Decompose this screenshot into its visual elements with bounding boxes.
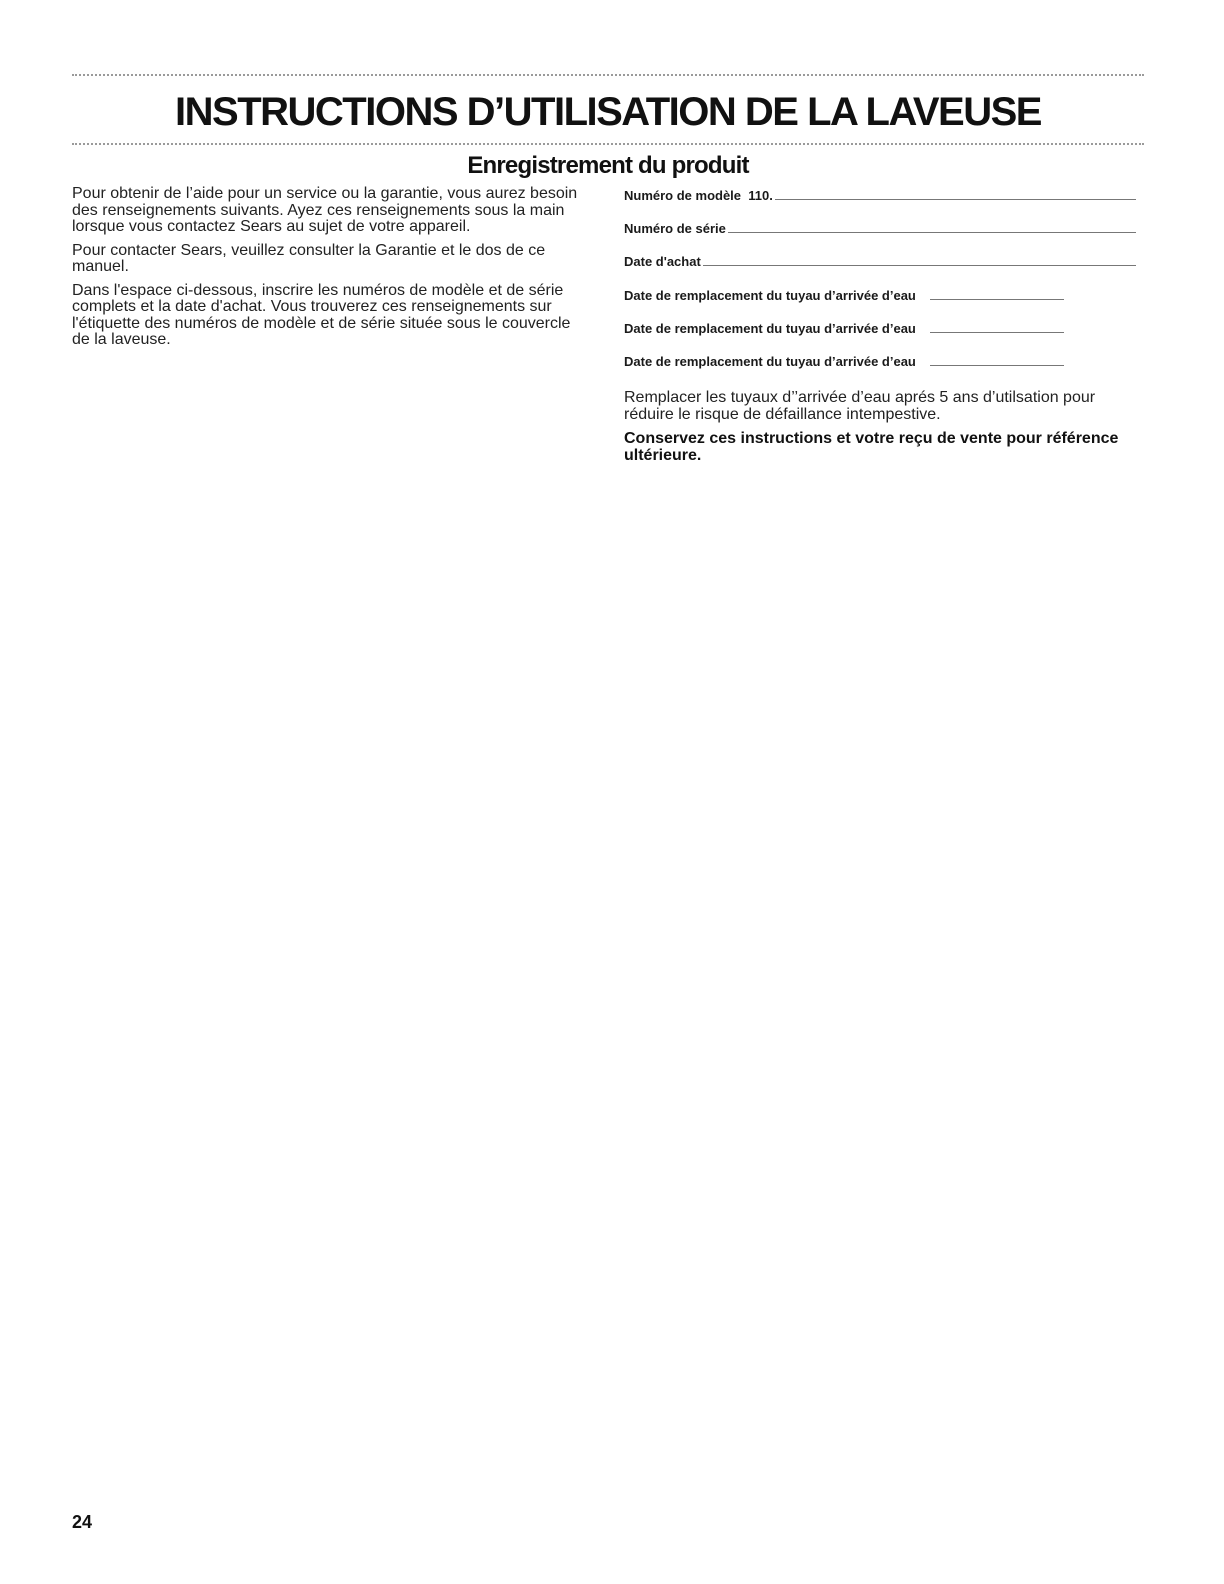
model-number-label: Numéro de modèle 110. (624, 188, 773, 203)
page-number: 24 (72, 1512, 93, 1532)
serial-number-blank[interactable] (728, 232, 1136, 233)
section-title: Enregistrement du produit (467, 152, 749, 179)
intro-paragraph: Pour obtenir de l’aide pour un service ou la garantie, vous aurez besoin des renseignements suivants. Ayez ces renseignements sous la main lorsque vous contactez Sears au sujet de votre appareil. (72, 185, 578, 235)
serial-number-field (624, 219, 1136, 236)
title-dotted-rule (72, 143, 1144, 145)
left-column (72, 186, 592, 356)
contact-paragraph: Pour contacter Sears, veuillez consulter la Garantie et le dos de ce manuel. (72, 241, 546, 275)
purchase-date-field (624, 252, 1136, 269)
purchase-date-blank[interactable] (703, 265, 1136, 266)
right-column (624, 186, 1136, 464)
purchase-date-label: Date d'achat (624, 254, 701, 269)
hose-replacement-note: Remplacer les tuyaux d’’arrivée d’eau aprés 5 ans d’utilsation pour réduire le risque de défaillance intempestive. (624, 389, 1096, 423)
instructions-paragraph: Dans l'espace ci-dessous, inscrire les numéros de modèle et de série complets et la date d'achat. Vous trouverez ces renseignements sur l'étiquette des numéros de modèle et de série située sous le couvercle de la laveuse. (72, 281, 571, 348)
model-number-field (624, 186, 1136, 203)
hose-replacement-field (624, 286, 1136, 303)
hose-replacement-blank[interactable] (930, 332, 1064, 333)
serial-number-label: Numéro de série (624, 221, 726, 236)
top-dotted-rule (72, 74, 1144, 76)
hose-replacement-field (624, 352, 1136, 369)
hose-replacement-field (624, 319, 1136, 336)
hose-replacement-blank[interactable] (930, 365, 1064, 366)
model-number-blank[interactable] (775, 199, 1136, 200)
page-title: INSTRUCTIONS D’UTILISATION DE LA LAVEUSE (175, 90, 1041, 134)
hose-replacement-label: Date de remplacement du tuyau d’arrivée d’eau (624, 354, 916, 369)
hose-replacement-label: Date de remplacement du tuyau d’arrivée d’eau (624, 321, 916, 336)
hose-replacement-label: Date de remplacement du tuyau d’arrivée d’eau (624, 288, 916, 303)
keep-instructions-note: Conservez ces instructions et votre reçu de vente pour référence ultérieure. (624, 430, 1119, 464)
hose-replacement-blank[interactable] (930, 299, 1064, 300)
